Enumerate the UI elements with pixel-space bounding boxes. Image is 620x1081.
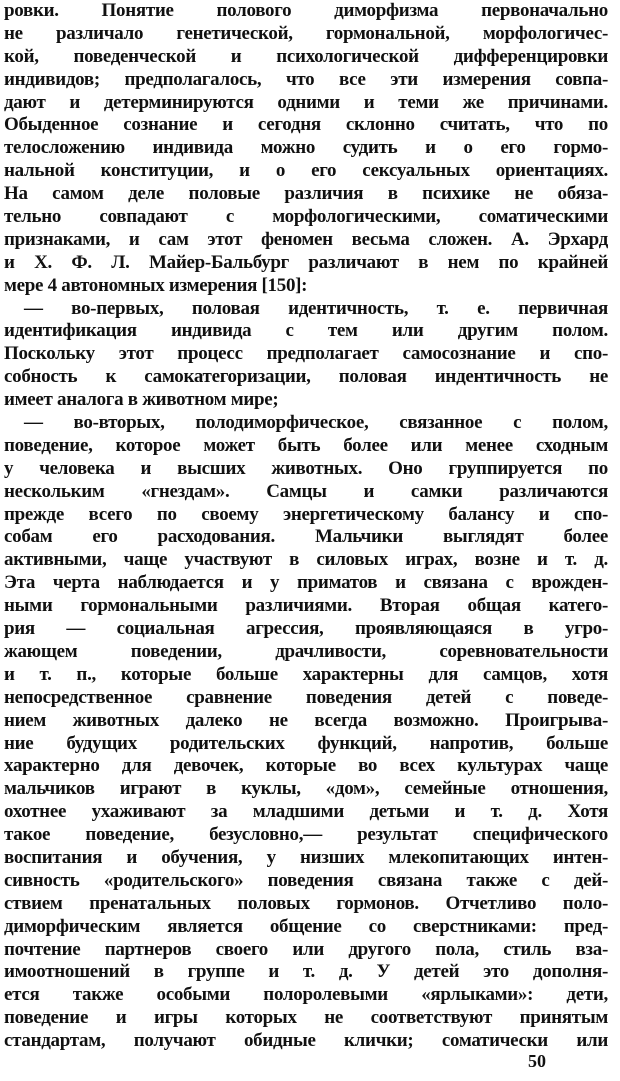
text-line: активными, чаще участвуют в силовых играх, возне и т. д. [4,549,608,571]
text-line: нием животных далеко не всегда возможно. Проигрыва- [4,709,608,731]
text-line: у человека и высших животных. Оно группируется по [4,457,608,479]
text-line: Поскольку этот процесс предполагает самосознание и спо- [4,343,608,365]
text-line: — во-вторых, полодиморфическое, связанное с полом, [24,412,608,434]
text-line: характерно для девочек, которые во всех культурах чаще [4,755,608,777]
text-line: имоотношений в группе и т. д. У детей это дополня- [4,961,608,983]
text-line: непосредственное сравнение поведения детей с поведе- [4,686,608,708]
text-line: дают и детерминируются одними и теми же причинами. [4,91,608,113]
text-line: мальчиков играют в куклы, «дом», семейные отношения, [4,778,608,800]
text-line: поведение, которое может быть более или менее сходным [4,434,608,456]
text-line: такое поведение, безусловно,— результат специфического [4,824,608,846]
text-line: рия — социальная агрессия, проявляющаяся в угро- [4,618,608,640]
text-line: ровки. Понятие полового диморфизма первоначально [4,0,608,21]
body-text [4,0,608,1053]
text-line: стандартам, получают обидные клички; соматически или [4,1030,608,1052]
text-line: Эта черта наблюдается и у приматов и связана с врожден- [4,572,608,594]
text-line: и Х. Ф. Л. Майер-Бальбург различают в нем по крайней [4,251,608,273]
text-line: На самом деле половые различия в психике не обяза- [4,183,608,205]
text-line: мере 4 автономных измерения [150]: [4,274,308,296]
text-line: собам его расходования. Мальчики выглядят более [4,526,608,548]
text-line: нескольким «гнездам». Самцы и самки различаются [4,480,608,502]
page-number: 50 [528,1051,546,1071]
text-line: ется также особыми полоролевыми «ярлыками»: дети, [4,984,608,1006]
text-line: имеет аналога в животном мире; [4,389,279,411]
text-line: охотнее ухаживают за младшими детьми и т. д. Хотя [4,801,608,823]
text-line: прежде всего по своему энергетическому балансу и спо- [4,503,608,525]
text-line: телосложению индивида можно судить и о его гормо- [4,137,608,159]
text-line: тельно совпадают с морфологическими, соматическими [4,206,608,228]
text-line: сивность «родительского» поведения связана также с дей- [4,869,608,891]
text-line: ствием пренатальных половых гормонов. Отчетливо поло- [4,892,608,914]
text-line: диморфическим является общение со сверстниками: пред- [4,915,608,937]
text-line: Обыденное сознание и сегодня склонно считать, что по [4,114,608,136]
text-line: нальной конституции, и о его сексуальных ориентациях. [4,160,608,182]
text-line: ние будущих родительских функций, напротив, больше [4,732,608,754]
text-line: не различало генетической, гормональной, морфологичес- [4,22,608,44]
text-line: поведение и игры которых не соответствуют принятым [4,1007,608,1029]
text-line: кой, поведенческой и психологической дифференцировки [4,45,608,67]
text-line: собность к самокатегоризации, половая индентичность не [4,366,608,388]
text-line: — во-первых, половая идентичность, т. е. первичная [24,297,608,319]
text-line: признаками, и сам этот феномен весьма сложен. А. Эрхард [4,228,608,250]
text-line: индивидов; предполагалось, что все эти измерения совпа- [4,68,608,90]
text-line: идентификация индивида с тем или другим полом. [4,320,608,342]
text-line: воспитания и обучения, у низших млекопитающих интен- [4,846,608,868]
text-line: жающем поведении, драчливости, соревновательности [4,640,608,662]
text-line: почтение партнеров своего или другого пола, стиль вза- [4,938,608,960]
text-line: и т. п., которые больше характерны для самцов, хотя [4,663,608,685]
text-line: ными гормональными различиями. Вторая общая катего- [4,595,608,617]
